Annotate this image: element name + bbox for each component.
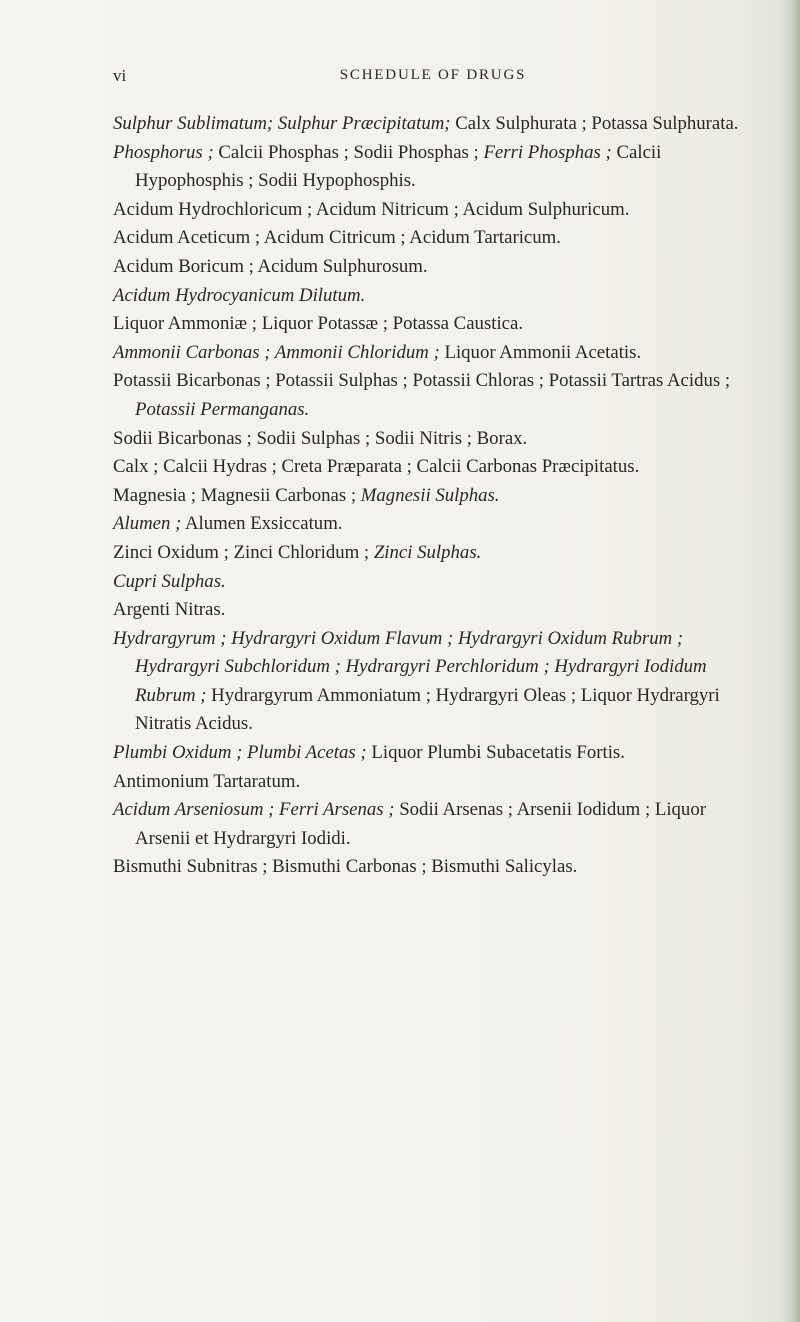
drug-name: Acidum Aceticum ; Acidum Citricum ; Acidum Tartaricum. bbox=[113, 227, 561, 249]
drug-name-italic: Hydrargyrum ; Hydrargyri Oxidum Flavum ; Hydrargyri Oxidum Rubrum ; Hydrargyri Subchloridum ; Hydrargyri Perchloridum ; Hydrargyri Iodidum Rubrum ; bbox=[113, 627, 707, 706]
drug-name-italic: Ammonii Carbonas ; Ammonii Chloridum ; bbox=[113, 341, 440, 363]
drug-entry bbox=[113, 768, 749, 797]
drug-entry bbox=[113, 110, 749, 139]
drug-name: Acidum Hydrochloricum ; Acidum Nitricum ; Acidum Sulphuricum. bbox=[113, 198, 630, 220]
drug-name: Calcii Hypophosphis ; Sodii Hypophosphis. bbox=[135, 141, 662, 192]
drug-name-italic: Acidum Arseniosum ; Ferri Arsenas ; bbox=[113, 799, 395, 821]
drug-name: Calx ; Calcii Hydras ; Creta Præparata ; Calcii Carbonas Præcipitatus. bbox=[113, 456, 640, 478]
drug-name: Sodii Bicarbonas ; Sodii Sulphas ; Sodii Nitris ; Borax. bbox=[113, 427, 528, 449]
drug-name: Sodii Arsenas ; Arsenii Iodidum ; Liquor Arsenii et Hydrargyri Iodidi. bbox=[135, 799, 706, 849]
drug-entry bbox=[113, 139, 749, 196]
drug-entry bbox=[113, 425, 749, 454]
drug-name-italic: Cupri Sulphas. bbox=[113, 570, 226, 592]
drug-entry bbox=[113, 853, 749, 882]
drug-entry bbox=[113, 367, 749, 424]
drug-entry bbox=[113, 625, 749, 739]
drug-name: Calx Sulphurata ; Potassa Sulphurata. bbox=[450, 113, 739, 134]
drug-name: Liquor Ammonii Acetatis. bbox=[439, 341, 642, 363]
drug-entry bbox=[113, 282, 749, 311]
drug-name: Antimonium Tartaratum. bbox=[113, 770, 301, 792]
drug-entry bbox=[113, 596, 749, 625]
drug-entry bbox=[113, 482, 749, 511]
drug-entry bbox=[113, 739, 749, 768]
drug-name: Liquor Ammoniæ ; Liquor Potassæ ; Potassa Caustica. bbox=[113, 313, 524, 335]
drug-name-italic: Sulphur Sublimatum; Sulphur Præcipitatum; bbox=[113, 113, 451, 134]
drug-entry bbox=[113, 539, 749, 568]
drug-entry bbox=[113, 453, 749, 482]
drug-name-italic: Alumen ; bbox=[113, 513, 182, 535]
page-number: vi bbox=[113, 66, 127, 85]
drug-name: Potassii Bicarbonas ; Potassii Sulphas ; Potassii Chloras ; Potassii Tartras Acidus ; bbox=[113, 370, 731, 392]
drug-name-italic: Ferri Phosphas ; bbox=[483, 141, 612, 163]
drug-entry bbox=[113, 310, 749, 339]
drug-entry bbox=[113, 568, 749, 597]
drug-name: Acidum Boricum ; Acidum Sulphurosum. bbox=[113, 255, 428, 277]
drug-name: Zinci Oxidum ; Zinci Chloridum ; bbox=[113, 541, 374, 563]
drug-name: Calcii Phosphas ; Sodii Phosphas ; bbox=[213, 141, 484, 163]
running-title: SCHEDULE OF DRUGS bbox=[339, 67, 527, 83]
drug-entry bbox=[113, 253, 749, 282]
drug-name-italic: Acidum Hydrocyanicum Dilutum. bbox=[113, 284, 366, 306]
drug-name: Hydrargyrum Ammoniatum ; Hydrargyri Oleas ; Liquor Hydrargyri Nitratis Acidus. bbox=[135, 684, 720, 735]
drug-entry bbox=[113, 196, 749, 225]
page-header bbox=[113, 66, 753, 90]
drug-name: Liquor Plumbi Subacetatis Fortis. bbox=[366, 742, 625, 764]
drug-name: Bismuthi Subnitras ; Bismuthi Carbonas ; Bismuthi Salicylas. bbox=[113, 856, 578, 878]
drug-entry bbox=[113, 339, 749, 368]
drug-schedule-list bbox=[113, 110, 749, 882]
drug-name-italic: Zinci Sulphas. bbox=[373, 541, 482, 563]
drug-name: Argenti Nitras. bbox=[113, 599, 226, 621]
drug-entry bbox=[113, 224, 749, 253]
page-edge-shadow bbox=[782, 0, 800, 1322]
drug-name-italic: Plumbi Oxidum ; Plumbi Acetas ; bbox=[113, 742, 367, 764]
drug-name: Alumen Exsiccatum. bbox=[181, 513, 343, 535]
drug-name: Magnesia ; Magnesii Carbonas ; bbox=[113, 484, 361, 506]
drug-entry bbox=[113, 510, 749, 539]
drug-name-italic: Phosphorus ; bbox=[113, 141, 214, 163]
drug-name-italic: Magnesii Sulphas. bbox=[360, 484, 500, 506]
drug-name-italic: Potassii Permanganas. bbox=[135, 398, 310, 420]
drug-entry bbox=[113, 796, 749, 853]
